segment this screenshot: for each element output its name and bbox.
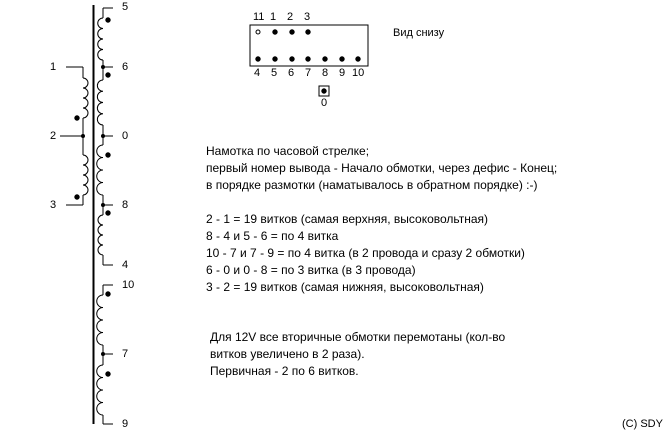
- winding-coil: [97, 295, 103, 345]
- winding-coil: [83, 78, 88, 118]
- view-label: Вид снизу: [393, 27, 445, 39]
- winding-line: 3 - 2 = 19 витков (самая нижняя, высоковольтная): [206, 280, 484, 294]
- socket-pin-label: 6: [288, 67, 295, 79]
- phase-dot: [290, 30, 294, 34]
- phase-dot: [75, 195, 79, 199]
- phase-dot: [273, 57, 277, 61]
- phase-dot: [102, 353, 105, 356]
- remark-line: Первичная - 2 по 6 витков.: [210, 364, 359, 378]
- remark-line: витков увеличено в 2 раза).: [210, 347, 365, 361]
- phase-dot: [106, 18, 110, 22]
- phase-dot: [273, 30, 277, 34]
- note-line: в порядке размотки (наматывалось в обратном порядке) :-): [206, 178, 538, 192]
- phase-dot: [306, 57, 310, 61]
- socket-pin-label: 5: [271, 67, 278, 79]
- socket-pin-label: 10: [352, 67, 365, 79]
- phase-dot: [322, 89, 326, 93]
- remark-line: Для 12V все вторичные обмотки перемотаны (кол-во: [210, 330, 506, 344]
- socket-pin-label: 7: [305, 67, 312, 79]
- pin-label-8: 8: [122, 199, 129, 211]
- socket-pin-label: 1: [270, 11, 277, 23]
- pin-label-2: 2: [50, 130, 57, 142]
- note-line: первый номер вывода - Начало обмотки, через дефис - Конец;: [206, 161, 558, 175]
- socket-pin-label: 9: [339, 67, 346, 79]
- phase-dot: [106, 372, 110, 376]
- phase-dot: [106, 153, 110, 157]
- pin-label-9: 9: [122, 418, 129, 430]
- phase-dot: [106, 211, 110, 215]
- winding-coil: [97, 365, 103, 415]
- phase-dot: [75, 116, 79, 120]
- socket-center-pin-label: 0: [321, 97, 328, 109]
- pin-label-3: 3: [50, 199, 57, 211]
- winding-coil: [97, 145, 103, 195]
- pin-label-1: 1: [50, 61, 57, 73]
- winding-coil: [83, 155, 88, 195]
- winding-line: 8 - 4 и 5 - 6 = по 4 витка: [206, 229, 339, 243]
- phase-dot: [256, 57, 260, 61]
- pin-label-10: 10: [122, 279, 135, 291]
- socket-pin-label: 11: [253, 11, 265, 23]
- phase-dot: [102, 204, 105, 207]
- pin-label-5: 5: [122, 1, 129, 13]
- phase-dot: [82, 135, 85, 138]
- pin-label-6: 6: [122, 61, 129, 73]
- phase-dot: [306, 30, 310, 34]
- phase-dot: [290, 57, 294, 61]
- copyright: (C) SDY: [622, 418, 663, 430]
- socket-pin-label: 3: [304, 11, 311, 23]
- phase-dot: [102, 66, 105, 69]
- winding-coil: [98, 215, 103, 255]
- pin-label-0: 0: [122, 130, 129, 142]
- socket-key-pin: [256, 30, 260, 34]
- phase-dot: [106, 292, 110, 296]
- socket-pin-label: 2: [287, 11, 294, 23]
- winding-line: 2 - 1 = 19 витков (самая верхняя, высоковольтная): [206, 212, 489, 226]
- phase-dot: [102, 135, 105, 138]
- note-line: Намотка по часовой стрелке;: [206, 144, 370, 158]
- phase-dot: [340, 57, 344, 61]
- pin-label-4: 4: [122, 259, 129, 271]
- socket-pin-label: 4: [254, 67, 261, 79]
- winding-coil: [97, 80, 103, 125]
- winding-line: 10 - 7 и 7 - 9 = по 4 витка (в 2 провода и сразу 2 обмотки): [206, 246, 525, 260]
- pin-label-7: 7: [122, 348, 129, 360]
- phase-dot: [323, 57, 327, 61]
- winding-coil: [98, 18, 103, 60]
- phase-dot: [106, 73, 110, 77]
- phase-dot: [356, 57, 360, 61]
- winding-line: 6 - 0 и 0 - 8 = по 3 витка (в 3 провода): [206, 263, 416, 277]
- socket-pin-label: 8: [322, 67, 329, 79]
